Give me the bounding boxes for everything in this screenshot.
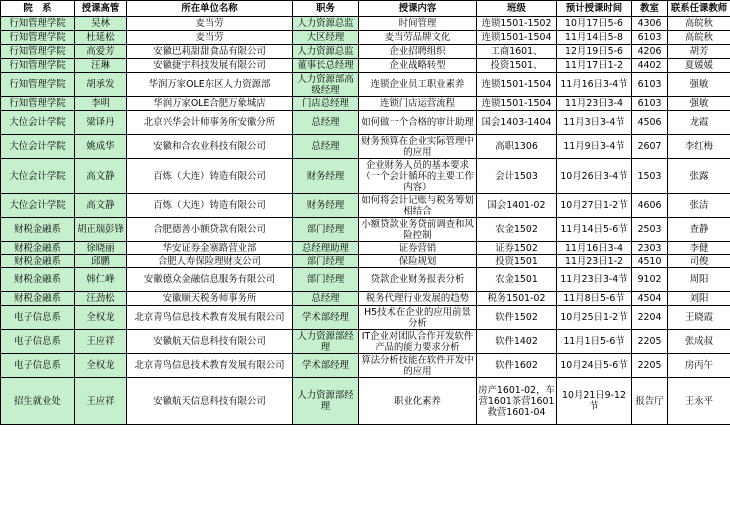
cell-company[interactable]: 北京青鸟信息技术教育发展有限公司: [127, 306, 293, 330]
cell-lecturer[interactable]: 徐晓丽: [75, 242, 127, 255]
table-row: [1, 242, 730, 255]
cell-lecturer[interactable]: 汪琳: [75, 59, 127, 73]
cell-title[interactable]: 财务经理: [293, 194, 359, 218]
table-row: [1, 330, 730, 354]
cell-lecturer[interactable]: 汪劲松: [75, 292, 127, 306]
cell-topic[interactable]: 连锁门店运营流程: [359, 97, 477, 111]
cell-dept[interactable]: 行知管理学院: [1, 17, 75, 31]
cell-topic[interactable]: 证券营销: [359, 242, 477, 255]
cell-class[interactable]: 连锁1501-1504: [477, 73, 557, 97]
cell-lecturer[interactable]: 全权龙: [75, 354, 127, 378]
cell-time[interactable]: 11月16日3-4: [557, 242, 632, 255]
cell-time[interactable]: 10月27日1-2节: [557, 194, 632, 218]
cell-title[interactable]: 人力资源部经理: [293, 330, 359, 354]
cell-topic[interactable]: 税务代理行业发展的趋势: [359, 292, 477, 306]
cell-dept[interactable]: 财税金融系: [1, 292, 75, 306]
cell-company[interactable]: 安徽巴莉甜甜食品有限公司: [127, 45, 293, 59]
cell-time[interactable]: 11月8日5-6节: [557, 292, 632, 306]
cell-topic[interactable]: 如何将会计记账与税务筹划相结合: [359, 194, 477, 218]
cell-class[interactable]: 农金1502: [477, 218, 557, 242]
cell-teacher[interactable]: 李红梅: [668, 135, 730, 159]
cell-lecturer[interactable]: 邱鹏: [75, 255, 127, 268]
cell-title[interactable]: 部门经理: [293, 255, 359, 268]
table-row: [1, 45, 730, 59]
cell-title[interactable]: 总经理: [293, 292, 359, 306]
cell-company[interactable]: 安徽顺天税务师事务所: [127, 292, 293, 306]
cell-topic[interactable]: 连锁企业员工职业素养: [359, 73, 477, 97]
cell-room[interactable]: 6103: [632, 73, 668, 97]
cell-company[interactable]: 安徽航天信息科技有限公司: [127, 330, 293, 354]
cell-teacher[interactable]: 强敏: [668, 73, 730, 97]
cell-time[interactable]: 11月23日3-4节: [557, 268, 632, 292]
cell-time[interactable]: 10月17日5-6: [557, 17, 632, 31]
cell-teacher[interactable]: 刘阳: [668, 292, 730, 306]
cell-dept[interactable]: 电子信息系: [1, 330, 75, 354]
cell-company[interactable]: 华润万家OLE合肥万象城店: [127, 97, 293, 111]
table-row: [1, 378, 730, 425]
cell-title[interactable]: 门店总经理: [293, 97, 359, 111]
cell-topic[interactable]: 企业财务人员的基本要求（一个会计循环的主要工作内容）: [359, 159, 477, 194]
cell-title[interactable]: 人力资源部经理: [293, 378, 359, 425]
cell-class[interactable]: 连锁1501-1502: [477, 17, 557, 31]
cell-teacher[interactable]: 房丙午: [668, 354, 730, 378]
cell-teacher[interactable]: 司俊: [668, 255, 730, 268]
cell-topic[interactable]: 如何做一个合格的审计助理: [359, 111, 477, 135]
cell-lecturer[interactable]: 全权龙: [75, 306, 127, 330]
header-teacher[interactable]: 联系任课教师: [668, 1, 730, 17]
cell-dept[interactable]: 大位会计学院: [1, 194, 75, 218]
cell-company[interactable]: 麦当劳: [127, 31, 293, 45]
cell-class[interactable]: 高职1306: [477, 135, 557, 159]
cell-topic[interactable]: H5技术在企业的应用前景分析: [359, 306, 477, 330]
cell-time[interactable]: 11月23日3-4: [557, 97, 632, 111]
cell-title[interactable]: 总经理: [293, 135, 359, 159]
cell-dept[interactable]: 财税金融系: [1, 268, 75, 292]
header-dept[interactable]: 院 系: [1, 1, 75, 17]
cell-title[interactable]: 人力资源部高级经理: [293, 73, 359, 97]
cell-room[interactable]: 6103: [632, 31, 668, 45]
cell-room[interactable]: 报告厅: [632, 378, 668, 425]
table-body: [1, 17, 730, 425]
cell-lecturer[interactable]: 胡承发: [75, 73, 127, 97]
cell-teacher[interactable]: 高皖秋: [668, 31, 730, 45]
cell-topic[interactable]: 小额贷款业务贷前调查和风险控制: [359, 218, 477, 242]
cell-company[interactable]: 百炼（大连）铸造有限公司: [127, 159, 293, 194]
cell-company[interactable]: 华润万家OLE东区人力资源部: [127, 73, 293, 97]
cell-dept[interactable]: 财税金融系: [1, 242, 75, 255]
header-time[interactable]: 预计授课时间: [557, 1, 632, 17]
cell-class[interactable]: 投资1501: [477, 255, 557, 268]
cell-class[interactable]: 会计1503: [477, 159, 557, 194]
cell-topic[interactable]: 时间管理: [359, 17, 477, 31]
cell-dept[interactable]: 大位会计学院: [1, 135, 75, 159]
cell-title[interactable]: 董事长总经理: [293, 59, 359, 73]
cell-title[interactable]: 部门经理: [293, 268, 359, 292]
header-row: [1, 1, 730, 17]
cell-teacher[interactable]: 强敏: [668, 97, 730, 111]
cell-topic[interactable]: 企业战略转型: [359, 59, 477, 73]
cell-dept[interactable]: 行知管理学院: [1, 59, 75, 73]
table-row: [1, 292, 730, 306]
header-lecturer[interactable]: 授课高管: [75, 1, 127, 17]
cell-time[interactable]: 10月24日5-6节: [557, 354, 632, 378]
cell-title[interactable]: 部门经理: [293, 218, 359, 242]
cell-lecturer[interactable]: 高文静: [75, 194, 127, 218]
cell-time[interactable]: 11月17日1-2: [557, 59, 632, 73]
cell-lecturer[interactable]: 高爱芳: [75, 45, 127, 59]
cell-company[interactable]: 安徽和合农业科技有限公司: [127, 135, 293, 159]
header-title[interactable]: 职务: [293, 1, 359, 17]
cell-room[interactable]: 4504: [632, 292, 668, 306]
cell-teacher[interactable]: 李健: [668, 242, 730, 255]
cell-title[interactable]: 总经理: [293, 111, 359, 135]
cell-teacher[interactable]: 张成叔: [668, 330, 730, 354]
cell-room[interactable]: 6103: [632, 97, 668, 111]
cell-room[interactable]: 9102: [632, 268, 668, 292]
cell-time[interactable]: 10月21日9-12节: [557, 378, 632, 425]
cell-time[interactable]: 11月16日3-4节: [557, 73, 632, 97]
cell-teacher[interactable]: 王晓霞: [668, 306, 730, 330]
cell-room[interactable]: 4510: [632, 255, 668, 268]
cell-dept[interactable]: 行知管理学院: [1, 97, 75, 111]
cell-company[interactable]: 合肥人寿保险理财支公司: [127, 255, 293, 268]
cell-company[interactable]: 北京青鸟信息技术教育发展有限公司: [127, 354, 293, 378]
cell-teacher[interactable]: 龙霞: [668, 111, 730, 135]
cell-teacher[interactable]: 胡芳: [668, 45, 730, 59]
table-row: [1, 17, 730, 31]
cell-topic[interactable]: 保险规划: [359, 255, 477, 268]
table-row: [1, 354, 730, 378]
table-row: [1, 218, 730, 242]
header-topic[interactable]: 授课内容: [359, 1, 477, 17]
table-row: [1, 159, 730, 194]
cell-class[interactable]: 证券1502: [477, 242, 557, 255]
cell-time[interactable]: 12月19日5-6: [557, 45, 632, 59]
cell-lecturer[interactable]: 杜延松: [75, 31, 127, 45]
cell-dept[interactable]: 行知管理学院: [1, 45, 75, 59]
cell-topic[interactable]: IT企业对团队合作开发软件产品的能力要求分析: [359, 330, 477, 354]
cell-time[interactable]: 10月26日3-4节: [557, 159, 632, 194]
cell-class[interactable]: 税务1501-02: [477, 292, 557, 306]
table-row: [1, 255, 730, 268]
cell-title[interactable]: 财务经理: [293, 159, 359, 194]
cell-teacher[interactable]: 高皖秋: [668, 17, 730, 31]
cell-topic[interactable]: 企业招聘组织: [359, 45, 477, 59]
cell-topic[interactable]: 贷款企业财务报表分析: [359, 268, 477, 292]
cell-room[interactable]: 2204: [632, 306, 668, 330]
cell-dept[interactable]: 行知管理学院: [1, 31, 75, 45]
cell-class[interactable]: 国会1401-02: [477, 194, 557, 218]
table-row: [1, 31, 730, 45]
cell-room[interactable]: 4206: [632, 45, 668, 59]
cell-dept[interactable]: 招生就业处: [1, 378, 75, 425]
cell-dept[interactable]: 电子信息系: [1, 306, 75, 330]
cell-teacher[interactable]: 夏媛媛: [668, 59, 730, 73]
cell-company[interactable]: 北京兴华会计师事务所安徽分所: [127, 111, 293, 135]
cell-title[interactable]: 大区经理: [293, 31, 359, 45]
cell-teacher[interactable]: 王永平: [668, 378, 730, 425]
cell-company[interactable]: 安徽航天信息科技有限公司: [127, 378, 293, 425]
header-company[interactable]: 所在单位名称: [127, 1, 293, 17]
table-row: [1, 97, 730, 111]
cell-room[interactable]: 4402: [632, 59, 668, 73]
cell-company[interactable]: 安徽捷宇科技发展有限公司: [127, 59, 293, 73]
table-row: [1, 194, 730, 218]
table-row: [1, 73, 730, 97]
cell-room[interactable]: 2607: [632, 135, 668, 159]
table-row: [1, 135, 730, 159]
cell-room[interactable]: 4606: [632, 194, 668, 218]
cell-time[interactable]: 10月25日1-2节: [557, 306, 632, 330]
cell-topic[interactable]: 算法分析技能在软件开发中的应用: [359, 354, 477, 378]
cell-title[interactable]: 学术部经理: [293, 306, 359, 330]
cell-topic[interactable]: 职业化素养: [359, 378, 477, 425]
cell-lecturer[interactable]: 高文静: [75, 159, 127, 194]
cell-room[interactable]: 2205: [632, 330, 668, 354]
cell-class[interactable]: 连锁1501-1504: [477, 31, 557, 45]
table-row: [1, 306, 730, 330]
cell-company[interactable]: 合肥德善小额贷款有限公司: [127, 218, 293, 242]
cell-lecturer[interactable]: 吴林: [75, 17, 127, 31]
header-room[interactable]: 教室: [632, 1, 668, 17]
cell-lecturer[interactable]: 姚成华: [75, 135, 127, 159]
cell-lecturer[interactable]: 王应祥: [75, 330, 127, 354]
cell-dept[interactable]: 电子信息系: [1, 354, 75, 378]
cell-teacher[interactable]: 查静: [668, 218, 730, 242]
cell-dept[interactable]: 大位会计学院: [1, 159, 75, 194]
cell-dept[interactable]: 大位会计学院: [1, 111, 75, 135]
cell-company[interactable]: 百炼（大连）铸造有限公司: [127, 194, 293, 218]
cell-room[interactable]: 2503: [632, 218, 668, 242]
cell-topic[interactable]: 麦当劳品牌文化: [359, 31, 477, 45]
cell-dept[interactable]: 行知管理学院: [1, 73, 75, 97]
table-row: [1, 111, 730, 135]
cell-title[interactable]: 总经理助理: [293, 242, 359, 255]
cell-teacher[interactable]: 周阳: [668, 268, 730, 292]
cell-title[interactable]: 人力资源总监: [293, 45, 359, 59]
cell-room[interactable]: 4506: [632, 111, 668, 135]
cell-class[interactable]: 国会1403-1404: [477, 111, 557, 135]
cell-teacher[interactable]: 张露: [668, 159, 730, 194]
cell-room[interactable]: 2205: [632, 354, 668, 378]
cell-lecturer[interactable]: 李明: [75, 97, 127, 111]
cell-class[interactable]: 软件1402: [477, 330, 557, 354]
cell-title[interactable]: 学术部经理: [293, 354, 359, 378]
table-row: [1, 59, 730, 73]
cell-company[interactable]: 安徽德众金融信息服务有限公司: [127, 268, 293, 292]
cell-room[interactable]: 1503: [632, 159, 668, 194]
cell-company[interactable]: 华安证券金寨路营业部: [127, 242, 293, 255]
cell-dept[interactable]: 财税金融系: [1, 255, 75, 268]
cell-time[interactable]: 11月14日5-8: [557, 31, 632, 45]
cell-class[interactable]: 软件1602: [477, 354, 557, 378]
cell-time[interactable]: 11月1日5-6节: [557, 330, 632, 354]
cell-class[interactable]: 投资1501、: [477, 59, 557, 73]
cell-lecturer[interactable]: 胡正瑞彭锋: [75, 218, 127, 242]
cell-room[interactable]: 2303: [632, 242, 668, 255]
cell-class[interactable]: 软件1502: [477, 306, 557, 330]
cell-lecturer[interactable]: 韩仁峰: [75, 268, 127, 292]
cell-class[interactable]: 工商1601、: [477, 45, 557, 59]
table-row: [1, 268, 730, 292]
cell-time[interactable]: 11月23日1-2: [557, 255, 632, 268]
cell-title[interactable]: 人力资源总监: [293, 17, 359, 31]
header-class[interactable]: 班级: [477, 1, 557, 17]
cell-class[interactable]: 连锁1501-1504: [477, 97, 557, 111]
cell-lecturer[interactable]: 王应祥: [75, 378, 127, 425]
cell-time[interactable]: 11月9日3-4节: [557, 135, 632, 159]
cell-lecturer[interactable]: 梁译丹: [75, 111, 127, 135]
cell-dept[interactable]: 财税金融系: [1, 218, 75, 242]
cell-company[interactable]: 麦当劳: [127, 17, 293, 31]
cell-time[interactable]: 11月14日5-6节: [557, 218, 632, 242]
cell-room[interactable]: 4306: [632, 17, 668, 31]
cell-class[interactable]: 房产1601-02，车营1601茶营1601救营1601-04: [477, 378, 557, 425]
cell-class[interactable]: 农金1501: [477, 268, 557, 292]
cell-time[interactable]: 11月3日3-4节: [557, 111, 632, 135]
cell-topic[interactable]: 财务预算在企业实际管理中的应用: [359, 135, 477, 159]
cell-teacher[interactable]: 张洁: [668, 194, 730, 218]
